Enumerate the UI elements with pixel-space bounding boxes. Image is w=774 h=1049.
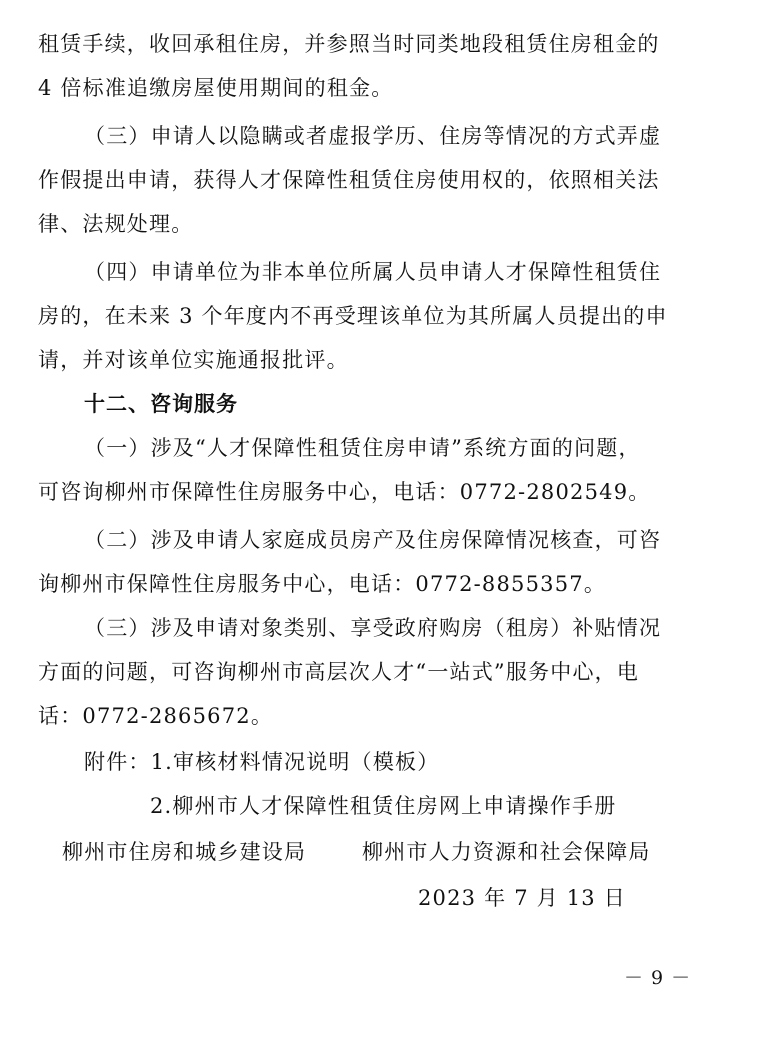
attachment-line: 附件：1.审核材料情况说明（模板） — [84, 750, 440, 774]
paragraph-line: （三）涉及申请对象类别、享受政府购房（租房）补贴情况 — [84, 616, 662, 640]
paragraph-line: 询柳州市保障性住房服务中心，电话：0772-8855357。 — [38, 572, 607, 596]
paragraph-line: （二）涉及申请人家庭成员房产及住房保障情况核查，可咨 — [84, 528, 662, 552]
paragraph-line: 房的，在未来 3 个年度内不再受理该单位为其所属人员提出的申 — [38, 304, 668, 328]
paragraph-line: 方面的问题，可咨询柳州市高层次人才“一站式”服务中心，电 — [38, 660, 640, 684]
signature-org-1: 柳州市住房和城乡建设局 — [62, 840, 307, 864]
paragraph-line: （四）申请单位为非本单位所属人员申请人才保障性租赁住 — [84, 260, 662, 284]
paragraph-line: 话：0772-2865672。 — [38, 704, 274, 728]
paragraph-line: （三）申请人以隐瞒或者虚报学历、住房等情况的方式弄虚 — [84, 124, 662, 148]
paragraph-line: 租赁手续，收回承租住房，并参照当时同类地段租赁住房租金的 — [38, 32, 660, 56]
signature-date: 2023 年 7 月 13 日 — [418, 886, 626, 910]
paragraph-line: 作假提出申请，获得人才保障性租赁住房使用权的，依照相关法 — [38, 168, 660, 192]
page-number: － 9 － — [624, 967, 692, 989]
paragraph-line: 律、法规处理。 — [38, 212, 194, 236]
signature-org-2: 柳州市人力资源和社会保障局 — [362, 840, 651, 864]
paragraph-line: 请，并对该单位实施通报批评。 — [38, 348, 349, 372]
paragraph-line: （一）涉及“人才保障性租赁住房申请”系统方面的问题， — [84, 436, 641, 460]
paragraph-line: 4 倍标准追缴房屋使用期间的租金。 — [38, 76, 394, 100]
paragraph-line: 可咨询柳州市保障性住房服务中心，电话：0772-2802549。 — [38, 480, 651, 504]
section-heading: 十二、咨询服务 — [84, 391, 238, 416]
attachment-line: 2.柳州市人才保障性租赁住房网上申请操作手册 — [150, 794, 617, 818]
